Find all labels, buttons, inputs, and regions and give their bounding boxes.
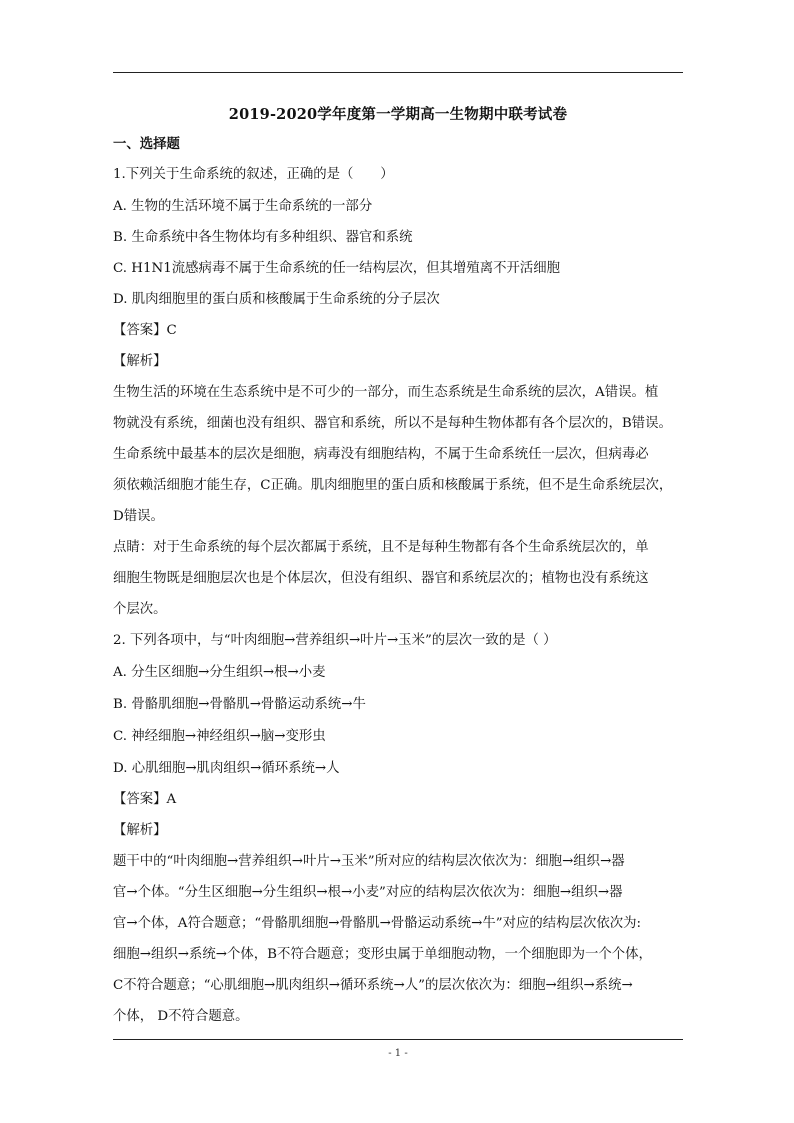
question-2-analysis-line: 官→个体，A符合题意；“骨骼肌细胞→骨骼肌→骨骼运动系统→牛”对应的结构层次依次为:: [113, 916, 642, 931]
footer-rule: [113, 1039, 683, 1040]
question-2-analysis-line: 官→个体。“分生区细胞→分生组织→根→小麦”对应的结构层次依次为：细胞→组织→器: [113, 885, 623, 900]
header-rule: [113, 72, 683, 73]
question-2-answer: 【答案】A: [113, 792, 177, 807]
question-1-analysis-label: 【解析】: [113, 354, 167, 369]
question-1-note-line: 细胞生物既是细胞层次也是个体层次，但没有组织、器官和系统层次的；植物也没有系统这: [113, 571, 649, 586]
question-1-option-c: C. H1N1流感病毒不属于生命系统的任一结构层次，但其增殖离不开活细胞: [113, 261, 561, 276]
question-1-option-a: A. 生物的生活环境不属于生命系统的一部分: [113, 199, 373, 214]
question-1-analysis-line: D错误。: [113, 509, 164, 524]
question-1-option-b: B. 生命系统中各生物体均有多种组织、器官和系统: [113, 230, 413, 245]
question-2-option-b: B. 骨骼肌细胞→骨骼肌→骨骼运动系统→牛: [113, 697, 366, 712]
question-2-option-c: C. 神经细胞→神经组织→脑→变形虫: [113, 729, 326, 744]
question-2-stem: 2. 下列各项中，与“叶肉细胞→营养组织→叶片→玉米”的层次一致的是（ ）: [113, 633, 557, 648]
question-1-analysis-line: 生命系统中最基本的层次是细胞，病毒没有细胞结构，不属于生命系统任一层次，但病毒必: [113, 447, 649, 462]
question-2-analysis-line: 题干中的“叶肉细胞→营养组织→叶片→玉米”所对应的结构层次依次为：细胞→组织→器: [113, 854, 625, 869]
section-heading: 一、选择题: [113, 136, 180, 152]
question-1-note-line: 点睛：对于生命系统的每个层次都属于系统，且不是每种生物都有各个生命系统层次的，单: [113, 540, 649, 555]
question-1-answer: 【答案】C: [113, 323, 177, 338]
page-title: 2019-2020学年度第一学期高一生物期中联考试卷: [228, 106, 568, 123]
question-2-analysis-line: 细胞→组织→系统→个体，B不符合题意；变形虫属于单细胞动物，一个细胞即为一个个体，: [113, 947, 652, 962]
question-2-analysis-line: C不符合题意；“心肌细胞→肌肉组织→循环系统→人”的层次依次为：细胞→组织→系统→: [113, 978, 633, 993]
page-number: - 1 -: [388, 1048, 408, 1059]
question-1-analysis-line: 物就没有系统，细菌也没有组织、器官和系统，所以不是每种生物体都有各个层次的，B错误。: [113, 416, 672, 431]
question-2-option-d: D. 心肌细胞→肌肉组织→循环系统→人: [113, 761, 340, 776]
question-2-analysis-line: 个体， D不符合题意。: [113, 1009, 249, 1024]
question-1-note-line: 个层次。: [113, 602, 167, 617]
question-2-option-a: A. 分生区细胞→分生组织→根→小麦: [113, 665, 326, 680]
question-1-analysis-line: 生物生活的环境在生态系统中是不可少的一部分，而生态系统是生命系统的层次，A错误。植: [113, 385, 659, 400]
question-1-option-d: D. 肌肉细胞里的蛋白质和核酸属于生命系统的分子层次: [113, 292, 440, 307]
question-1-analysis-line: 须依赖活细胞才能生存，C正确。肌肉细胞里的蛋白质和核酸属于系统，但不是生命系统层次，: [113, 478, 673, 493]
question-1-stem: 1.下列关于生命系统的叙述，正确的是（ ）: [113, 167, 394, 182]
question-2-analysis-label: 【解析】: [113, 823, 167, 838]
